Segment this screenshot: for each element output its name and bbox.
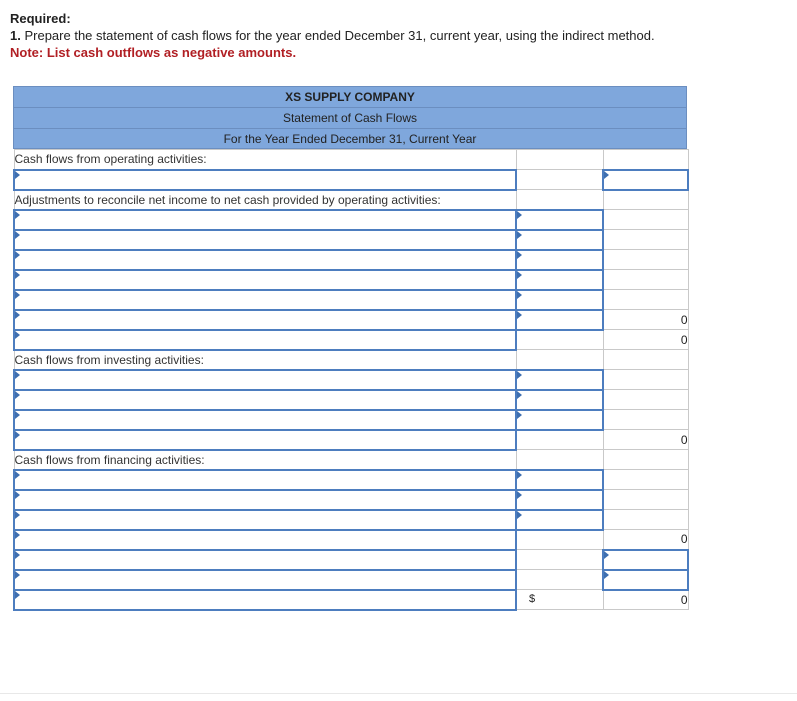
adjustments-label: Adjustments to reconcile net income to net cash provided by operating activities: — [14, 190, 516, 210]
adjustment-description-input[interactable] — [14, 290, 516, 310]
note-text: Note: List cash outflows as negative amounts. — [10, 45, 297, 60]
statement-period: For the Year Ended December 31, Current Year — [13, 128, 687, 149]
table-row — [14, 170, 688, 190]
investing-activities-label: Cash flows from investing activities: — [14, 350, 516, 370]
ending-cash-total: 0 — [603, 590, 688, 610]
table-row — [14, 210, 688, 230]
table-row — [14, 290, 688, 310]
table-row — [14, 230, 688, 250]
required-heading: Required: — [10, 11, 71, 26]
adjustment-description-input[interactable] — [14, 250, 516, 270]
adjustments-subtotal: 0 — [603, 310, 688, 330]
adjustment-description-input[interactable] — [14, 230, 516, 250]
table-row — [14, 590, 688, 610]
table-row — [14, 270, 688, 290]
table-row — [14, 450, 688, 470]
table-row — [14, 390, 688, 410]
net-income-amount-input[interactable] — [603, 170, 688, 190]
table-row — [14, 250, 688, 270]
adjustment-description-input[interactable] — [14, 210, 516, 230]
ending-cash-description-input[interactable] — [14, 590, 516, 610]
financing-amount-input[interactable] — [516, 470, 603, 490]
financing-total: 0 — [603, 530, 688, 550]
table-row — [14, 410, 688, 430]
investing-description-input[interactable] — [14, 410, 516, 430]
investing-amount-input[interactable] — [516, 410, 603, 430]
adjustment-amount-input[interactable] — [516, 310, 603, 330]
net-change-amount-input[interactable] — [603, 550, 688, 570]
table-row — [14, 310, 688, 330]
table-row — [14, 190, 688, 210]
table-row — [14, 370, 688, 390]
investing-description-input[interactable] — [14, 370, 516, 390]
investing-total-description-input[interactable] — [14, 430, 516, 450]
financing-description-input[interactable] — [14, 470, 516, 490]
company-name: XS SUPPLY COMPANY — [13, 86, 687, 107]
investing-total: 0 — [603, 430, 688, 450]
beginning-cash-amount-input[interactable] — [603, 570, 688, 590]
statement-grid — [13, 149, 689, 611]
adjustment-description-input[interactable] — [14, 310, 516, 330]
item-text: Prepare the statement of cash flows for the year ended December 31, current year, using the indirect method. — [24, 28, 655, 43]
net-change-description-input[interactable] — [14, 550, 516, 570]
table-row — [14, 550, 688, 570]
table-row — [14, 350, 688, 370]
adjustment-amount-input[interactable] — [516, 210, 603, 230]
operating-activities-label: Cash flows from operating activities: — [14, 150, 516, 170]
instructions — [10, 10, 655, 61]
statement-title: Statement of Cash Flows — [13, 107, 687, 128]
operating-total-description-input[interactable] — [14, 330, 516, 350]
financing-activities-label: Cash flows from financing activities: — [14, 450, 516, 470]
beginning-cash-description-input[interactable] — [14, 570, 516, 590]
table-row — [14, 490, 688, 510]
cash-flow-statement — [13, 86, 687, 611]
investing-amount-input[interactable] — [516, 370, 603, 390]
table-row — [14, 530, 688, 550]
item-number: 1. — [10, 28, 21, 43]
adjustment-amount-input[interactable] — [516, 290, 603, 310]
adjustment-amount-input[interactable] — [516, 270, 603, 290]
operating-total: 0 — [603, 330, 688, 350]
adjustment-description-input[interactable] — [14, 270, 516, 290]
currency-symbol: $ — [529, 593, 536, 605]
table-row — [14, 430, 688, 450]
table-row — [14, 570, 688, 590]
investing-description-input[interactable] — [14, 390, 516, 410]
investing-amount-input[interactable] — [516, 390, 603, 410]
table-row — [14, 510, 688, 530]
adjustment-amount-input[interactable] — [516, 230, 603, 250]
table-row — [14, 470, 688, 490]
divider — [0, 693, 797, 694]
table-row — [14, 330, 688, 350]
adjustment-amount-input[interactable] — [516, 250, 603, 270]
table-row — [14, 150, 688, 170]
financing-amount-input[interactable] — [516, 490, 603, 510]
instruction-line — [10, 27, 655, 44]
financing-description-input[interactable] — [14, 490, 516, 510]
net-income-description-input[interactable] — [14, 170, 516, 190]
financing-description-input[interactable] — [14, 510, 516, 530]
financing-amount-input[interactable] — [516, 510, 603, 530]
financing-total-description-input[interactable] — [14, 530, 516, 550]
